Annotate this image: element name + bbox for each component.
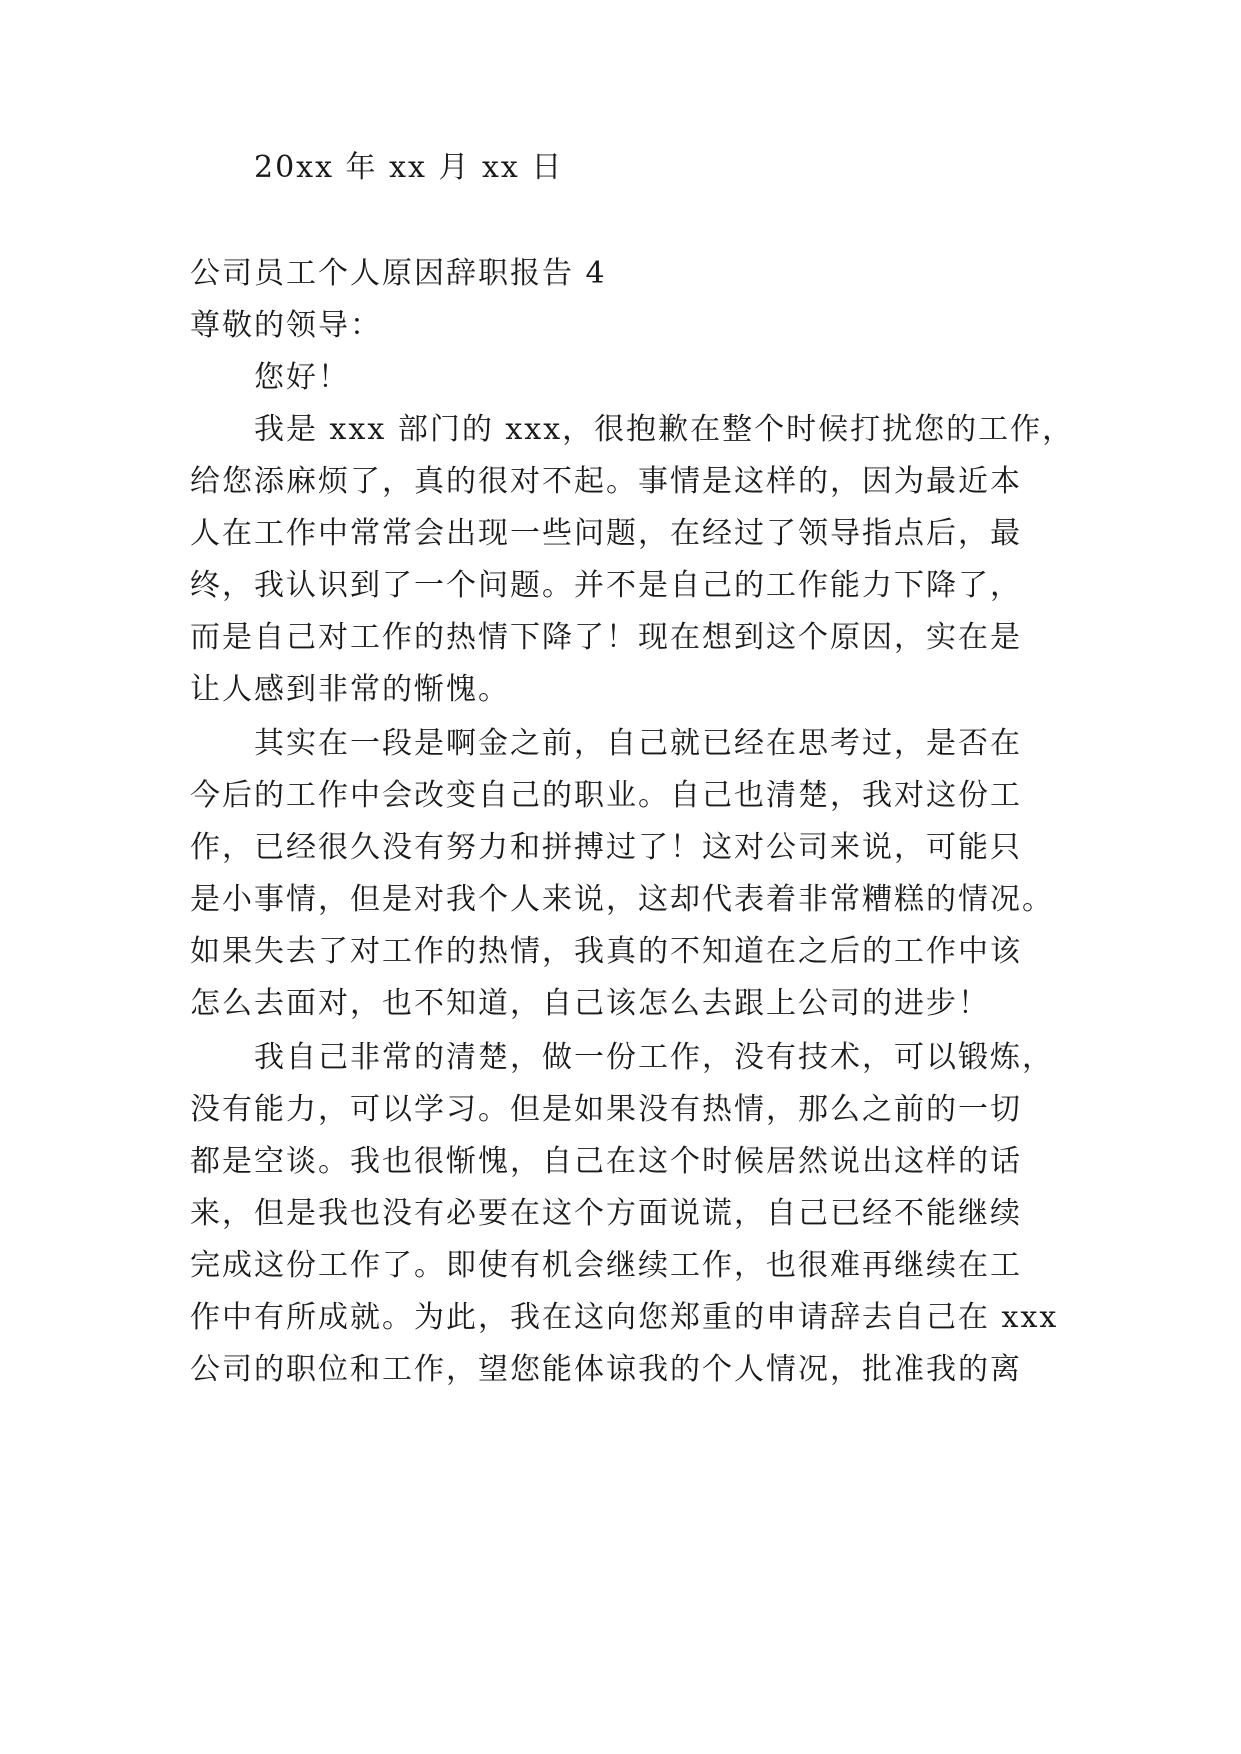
paragraph-2-line-4: 是小事情，但是对我个人来说，这却代表着非常糟糕的情况。 bbox=[190, 882, 1054, 917]
paragraph-1-line-2: 给您添麻烦了，真的很对不起。事情是这样的，因为最近本 bbox=[190, 464, 1022, 499]
paragraph-3-line-3: 都是空谈。我也很惭愧，自己在这个时候居然说出这样的话 bbox=[190, 1144, 1022, 1179]
paragraph-1-line-3: 人在工作中常常会出现一些问题，在经过了领导指点后，最 bbox=[190, 516, 1022, 551]
paragraph-1-line-5: 而是自己对工作的热情下降了！现在想到这个原因，实在是 bbox=[190, 620, 1022, 655]
paragraph-2-line-2: 今后的工作中会改变自己的职业。自己也清楚，我对这份工 bbox=[190, 778, 1022, 813]
paragraph-3-line-6: 作中有所成就。为此，我在这向您郑重的申请辞去自己在 xxx bbox=[190, 1300, 1059, 1335]
paragraph-3-line-7: 公司的职位和工作，望您能体谅我的个人情况，批准我的离 bbox=[190, 1352, 1022, 1387]
document-title: 公司员工个人原因辞职报告 4 bbox=[190, 256, 607, 291]
paragraph-3-line-2: 没有能力，可以学习。但是如果没有热情，那么之前的一切 bbox=[190, 1092, 1022, 1127]
paragraph-2-line-3: 作，已经很久没有努力和拼搏过了！这对公司来说，可能只 bbox=[190, 830, 1022, 865]
paragraph-3-line-4: 来，但是我也没有必要在这个方面说谎，自己已经不能继续 bbox=[190, 1196, 1022, 1231]
paragraph-3-line-5: 完成这份工作了。即使有机会继续工作，也很难再继续在工 bbox=[190, 1248, 1022, 1283]
greeting: 您好！ bbox=[254, 360, 350, 395]
salutation: 尊敬的领导： bbox=[190, 308, 382, 343]
date-line: 20xx 年 xx 月 xx 日 bbox=[254, 150, 564, 185]
paragraph-1-line-6: 让人感到非常的惭愧。 bbox=[190, 672, 510, 707]
paragraph-2-line-1: 其实在一段是啊金之前，自己就已经在思考过，是否在 bbox=[254, 726, 1022, 761]
paragraph-2-line-5: 如果失去了对工作的热情，我真的不知道在之后的工作中该 bbox=[190, 934, 1022, 969]
paragraph-1-line-4: 终，我认识到了一个问题。并不是自己的工作能力下降了， bbox=[190, 568, 1022, 603]
paragraph-2-line-6: 怎么去面对，也不知道，自己该怎么去跟上公司的进步！ bbox=[190, 986, 990, 1021]
paragraph-1-line-1: 我是 xxx 部门的 xxx，很抱歉在整个时候打扰您的工作， bbox=[254, 412, 1075, 447]
paragraph-3-line-1: 我自己非常的清楚，做一份工作，没有技术，可以锻炼， bbox=[254, 1040, 1054, 1075]
